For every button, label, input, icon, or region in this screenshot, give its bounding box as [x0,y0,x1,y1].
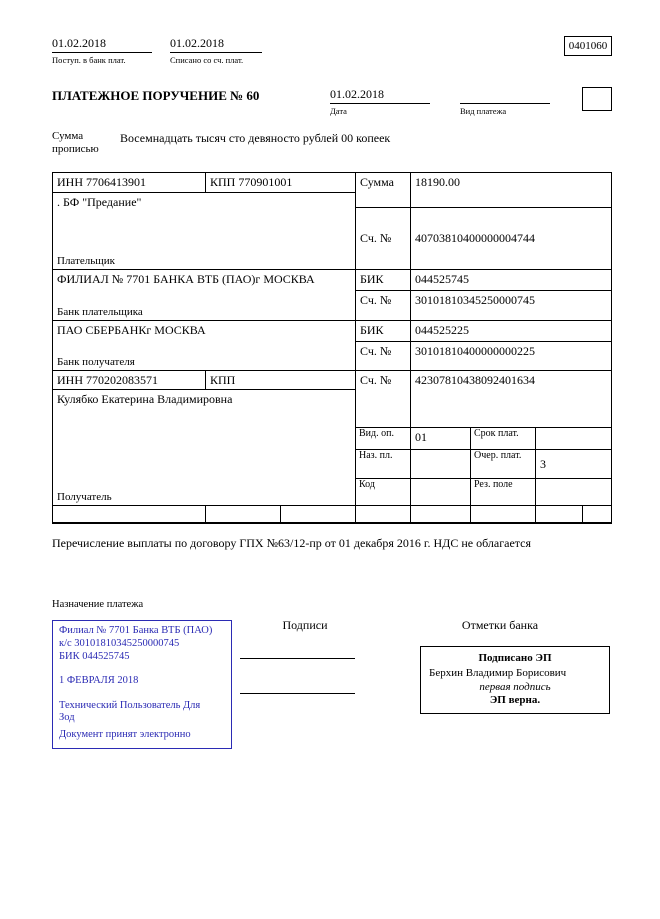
received-date-value: 01.02.2018 [52,36,152,53]
beneficiary-bank-bik-row [356,321,611,342]
payer-right-block [356,173,611,269]
beneficiary-bank-bik-label: БИК [356,321,411,341]
bank-marks-header: Отметки банка [461,618,539,633]
debited-date-value: 01.02.2018 [170,36,262,53]
stamp-note: Документ принят электронно [59,728,191,740]
ep-title: Подписано ЭП [478,652,552,665]
beneficiary-name: Кулябко Екатерина Владимировна [57,392,233,407]
title-row [52,87,612,116]
beneficiary-label: Получатель [57,491,112,504]
strip-cell [206,506,281,522]
stamp-gap [59,688,225,700]
code-row [356,479,611,505]
code-value [411,479,471,505]
received-date-field [52,36,152,65]
stamp-gap [59,663,225,675]
payer-section [53,173,611,270]
beneficiary-left-block [53,371,356,505]
payment-purpose-text: Перечисление выплаты по договору ГПХ №63/12-пр от 01 декабря 2016 г. НДС не облагается [52,536,532,551]
payer-kpp: КПП 770901001 [210,175,293,190]
bank-electronic-stamp [52,620,232,748]
payment-purpose-label: Назначение платежа [52,599,144,611]
signature-line-1 [240,658,355,659]
document-date-value: 01.02.2018 [330,87,430,104]
payer-label: Плательщик [57,255,115,268]
beneficiary-bank-left-block [53,321,356,370]
purpose-code-value [411,450,471,478]
amount-row [356,173,611,208]
payment-type-field [460,87,550,116]
strip-cell [536,506,583,522]
ep-verified: ЭП верна. [489,694,541,707]
payment-type-value-line [460,87,550,104]
beneficiary-bank-account-label: Сч. № [356,342,411,370]
payer-ids-row [53,173,355,193]
due-date-label: Срок плат. [471,428,536,449]
payer-bank-right-block [356,270,611,320]
payer-bank-bik-label: БИК [356,270,411,290]
payment-type-label: Вид платежа [460,106,507,116]
beneficiary-ids-row [53,371,355,390]
code-label: Код [356,479,411,505]
payer-bank-label: Банк плательщика [57,306,143,319]
document-date-label: Дата [330,106,347,116]
payer-bank-section [53,270,611,321]
stamp-date: 1 ФЕВРАЛЯ 2018 [59,675,139,687]
strip-cell [471,506,536,522]
stamp-bik: БИК 044525745 [59,650,130,662]
op-type-row [356,428,611,450]
payer-left-block [53,173,356,269]
amount-words-label-line1: Сумма [52,130,84,142]
payer-account-label: Сч. № [356,208,411,269]
stamp-bank-name: Филиал № 7701 Банка ВТБ (ПАО) [59,625,213,637]
payer-bank-name: ФИЛИАЛ № 7701 БАНКА ВТБ (ПАО)г МОСКВА [57,272,315,287]
beneficiary-bank-bik-value: 044525225 [415,323,469,338]
beneficiary-bank-name: ПАО СБЕРБАНКг МОСКВА [57,323,206,338]
payer-bank-account-value: 30101810345250000745 [415,293,535,308]
beneficiary-account-row [356,371,611,428]
amount-label: Сумма [356,173,411,207]
form-code-box [564,36,612,56]
purpose-code-label: Наз. пл. [356,450,411,478]
amount-in-words-row [52,130,612,156]
beneficiary-right-block [356,371,611,505]
signatures-header: Подписи [282,618,328,633]
stamp-user-line1: Технический Пользователь Для [59,699,201,711]
strip-cell [281,506,356,522]
beneficiary-account-label: Сч. № [356,371,411,427]
payer-inn: ИНН 7706413901 [53,173,206,192]
beneficiary-account-value: 42307810438092401634 [415,373,535,388]
ep-signer-name: Берхин Владимир Борисович [429,667,567,680]
beneficiary-bank-account-value: 30101810400000000225 [415,344,535,359]
beneficiary-bank-account-row [356,342,611,370]
electronic-signature-stamp [420,646,610,714]
payer-name: . БФ "Предание" [57,195,142,210]
footer-section [52,616,612,791]
top-stamps-row [52,36,612,65]
payer-account-row [356,208,611,269]
document-date-field [330,87,430,116]
amount-in-words-label [52,130,120,156]
strip-cell [53,506,206,522]
reserve-field-label: Рез. поле [471,479,536,505]
debited-date-label: Списано со сч. плат. [170,55,244,65]
payer-bank-account-row [356,291,611,320]
ep-subtitle: первая подпись [479,681,551,694]
stamp-corr-account: к/с 30101810345250000745 [59,637,180,649]
payment-table [52,172,612,524]
document-title: ПЛАТЕЖНОЕ ПОРУЧЕНИЕ № 60 [52,88,260,103]
strip-cell [583,506,611,522]
amount-words-label-line2: прописью [52,143,99,156]
payer-account-value: 40703810400000004744 [415,231,535,246]
beneficiary-bank-label: Банк получателя [57,356,135,369]
amount-in-words-value: Восемнадцать тысяч сто девяносто рублей 00 копеек [120,131,391,145]
beneficiary-bank-section [53,321,611,371]
priority-value: 3 [540,456,546,471]
beneficiary-bank-right-block [356,321,611,370]
payer-bank-account-label: Сч. № [356,291,411,320]
amount-value: 18190.00 [415,175,460,190]
due-date-value [536,428,611,449]
beneficiary-kpp: КПП [210,373,236,388]
priority-label: Очер. плат. [471,450,536,478]
received-date-label: Поступ. в банк плат. [52,55,126,65]
debited-date-field [170,36,262,65]
payer-bank-bik-row [356,270,611,291]
signature-line-2 [240,693,355,694]
fields-strip [53,506,611,522]
op-type-label: Вид. оп. [356,428,411,449]
form-code: 0401060 [568,40,608,52]
payer-bank-bik-value: 044525745 [415,272,469,287]
reserve-field-value [536,479,611,505]
stamp-user-line2: Зод [59,712,75,724]
strip-cell [411,506,471,522]
op-type-value: 01 [411,428,471,449]
priority-row [356,450,611,479]
beneficiary-section [53,371,611,506]
status-box [582,87,612,111]
payer-bank-left-block [53,270,356,320]
beneficiary-inn: ИНН 770202083571 [53,371,206,389]
strip-cell [356,506,411,522]
